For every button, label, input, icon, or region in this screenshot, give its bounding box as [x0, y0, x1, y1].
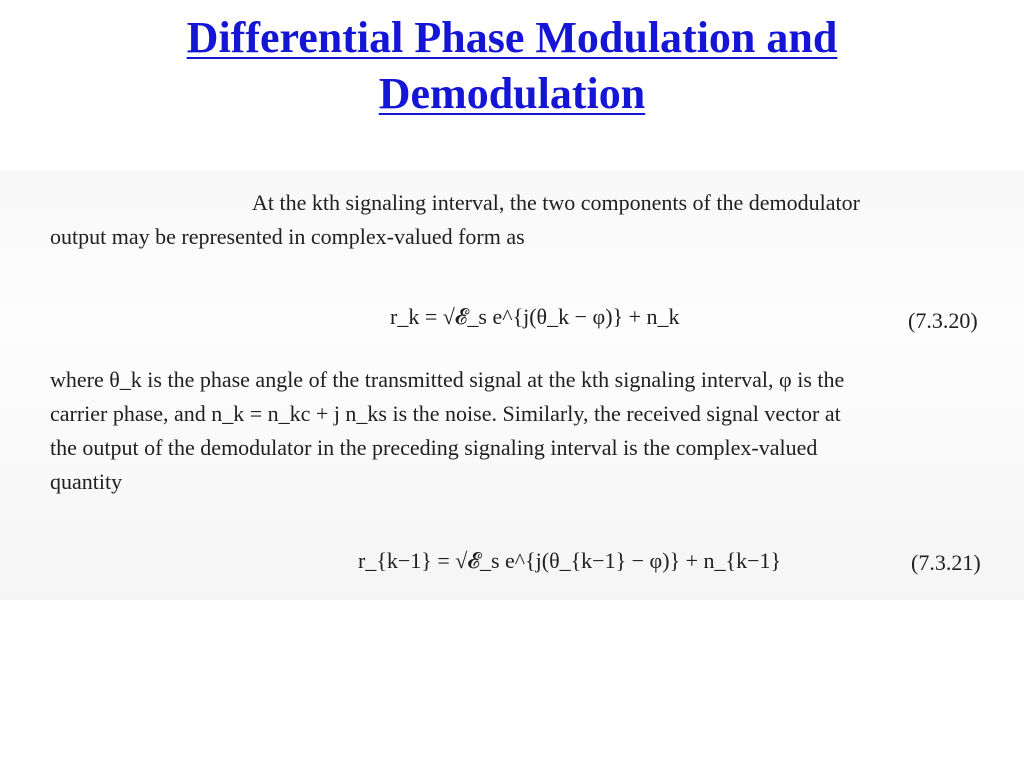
equation-number-7-3-20: (7.3.20) — [908, 308, 978, 333]
equation-number-7-3-21: (7.3.21) — [911, 550, 981, 575]
title-line-1: Differential Phase Modulation and — [186, 13, 838, 62]
title-line-2: Demodulation — [378, 69, 646, 118]
paragraph-1-line-1: At the kth signaling interval, the two components of the demodulator — [252, 190, 860, 215]
paragraph-2-line-2: carrier phase, and n_k = n_kc + j n_ks is the noise. Similarly, the received signal vector at — [50, 401, 841, 426]
paragraph-2 — [50, 363, 844, 499]
paragraph-2-line-1: where θ_k is the phase angle of the transmitted signal at the kth signaling interval, φ is the — [50, 367, 845, 392]
paragraph-1-line-2: output may be represented in complex-valued form as — [50, 224, 525, 249]
slide-title — [0, 10, 1024, 122]
equation-7-3-20: r_k = √𝓔_s e^{j(θ_k − φ)} + n_k — [390, 304, 680, 329]
paragraph-2-line-3: the output of the demodulator in the preceding signaling interval is the complex-valued — [50, 435, 818, 460]
equation-7-3-21: r_{k−1} = √𝓔_s e^{j(θ_{k−1} − φ)} + n_{k−1} — [358, 548, 782, 573]
paragraph-2-line-4: quantity — [50, 469, 123, 494]
